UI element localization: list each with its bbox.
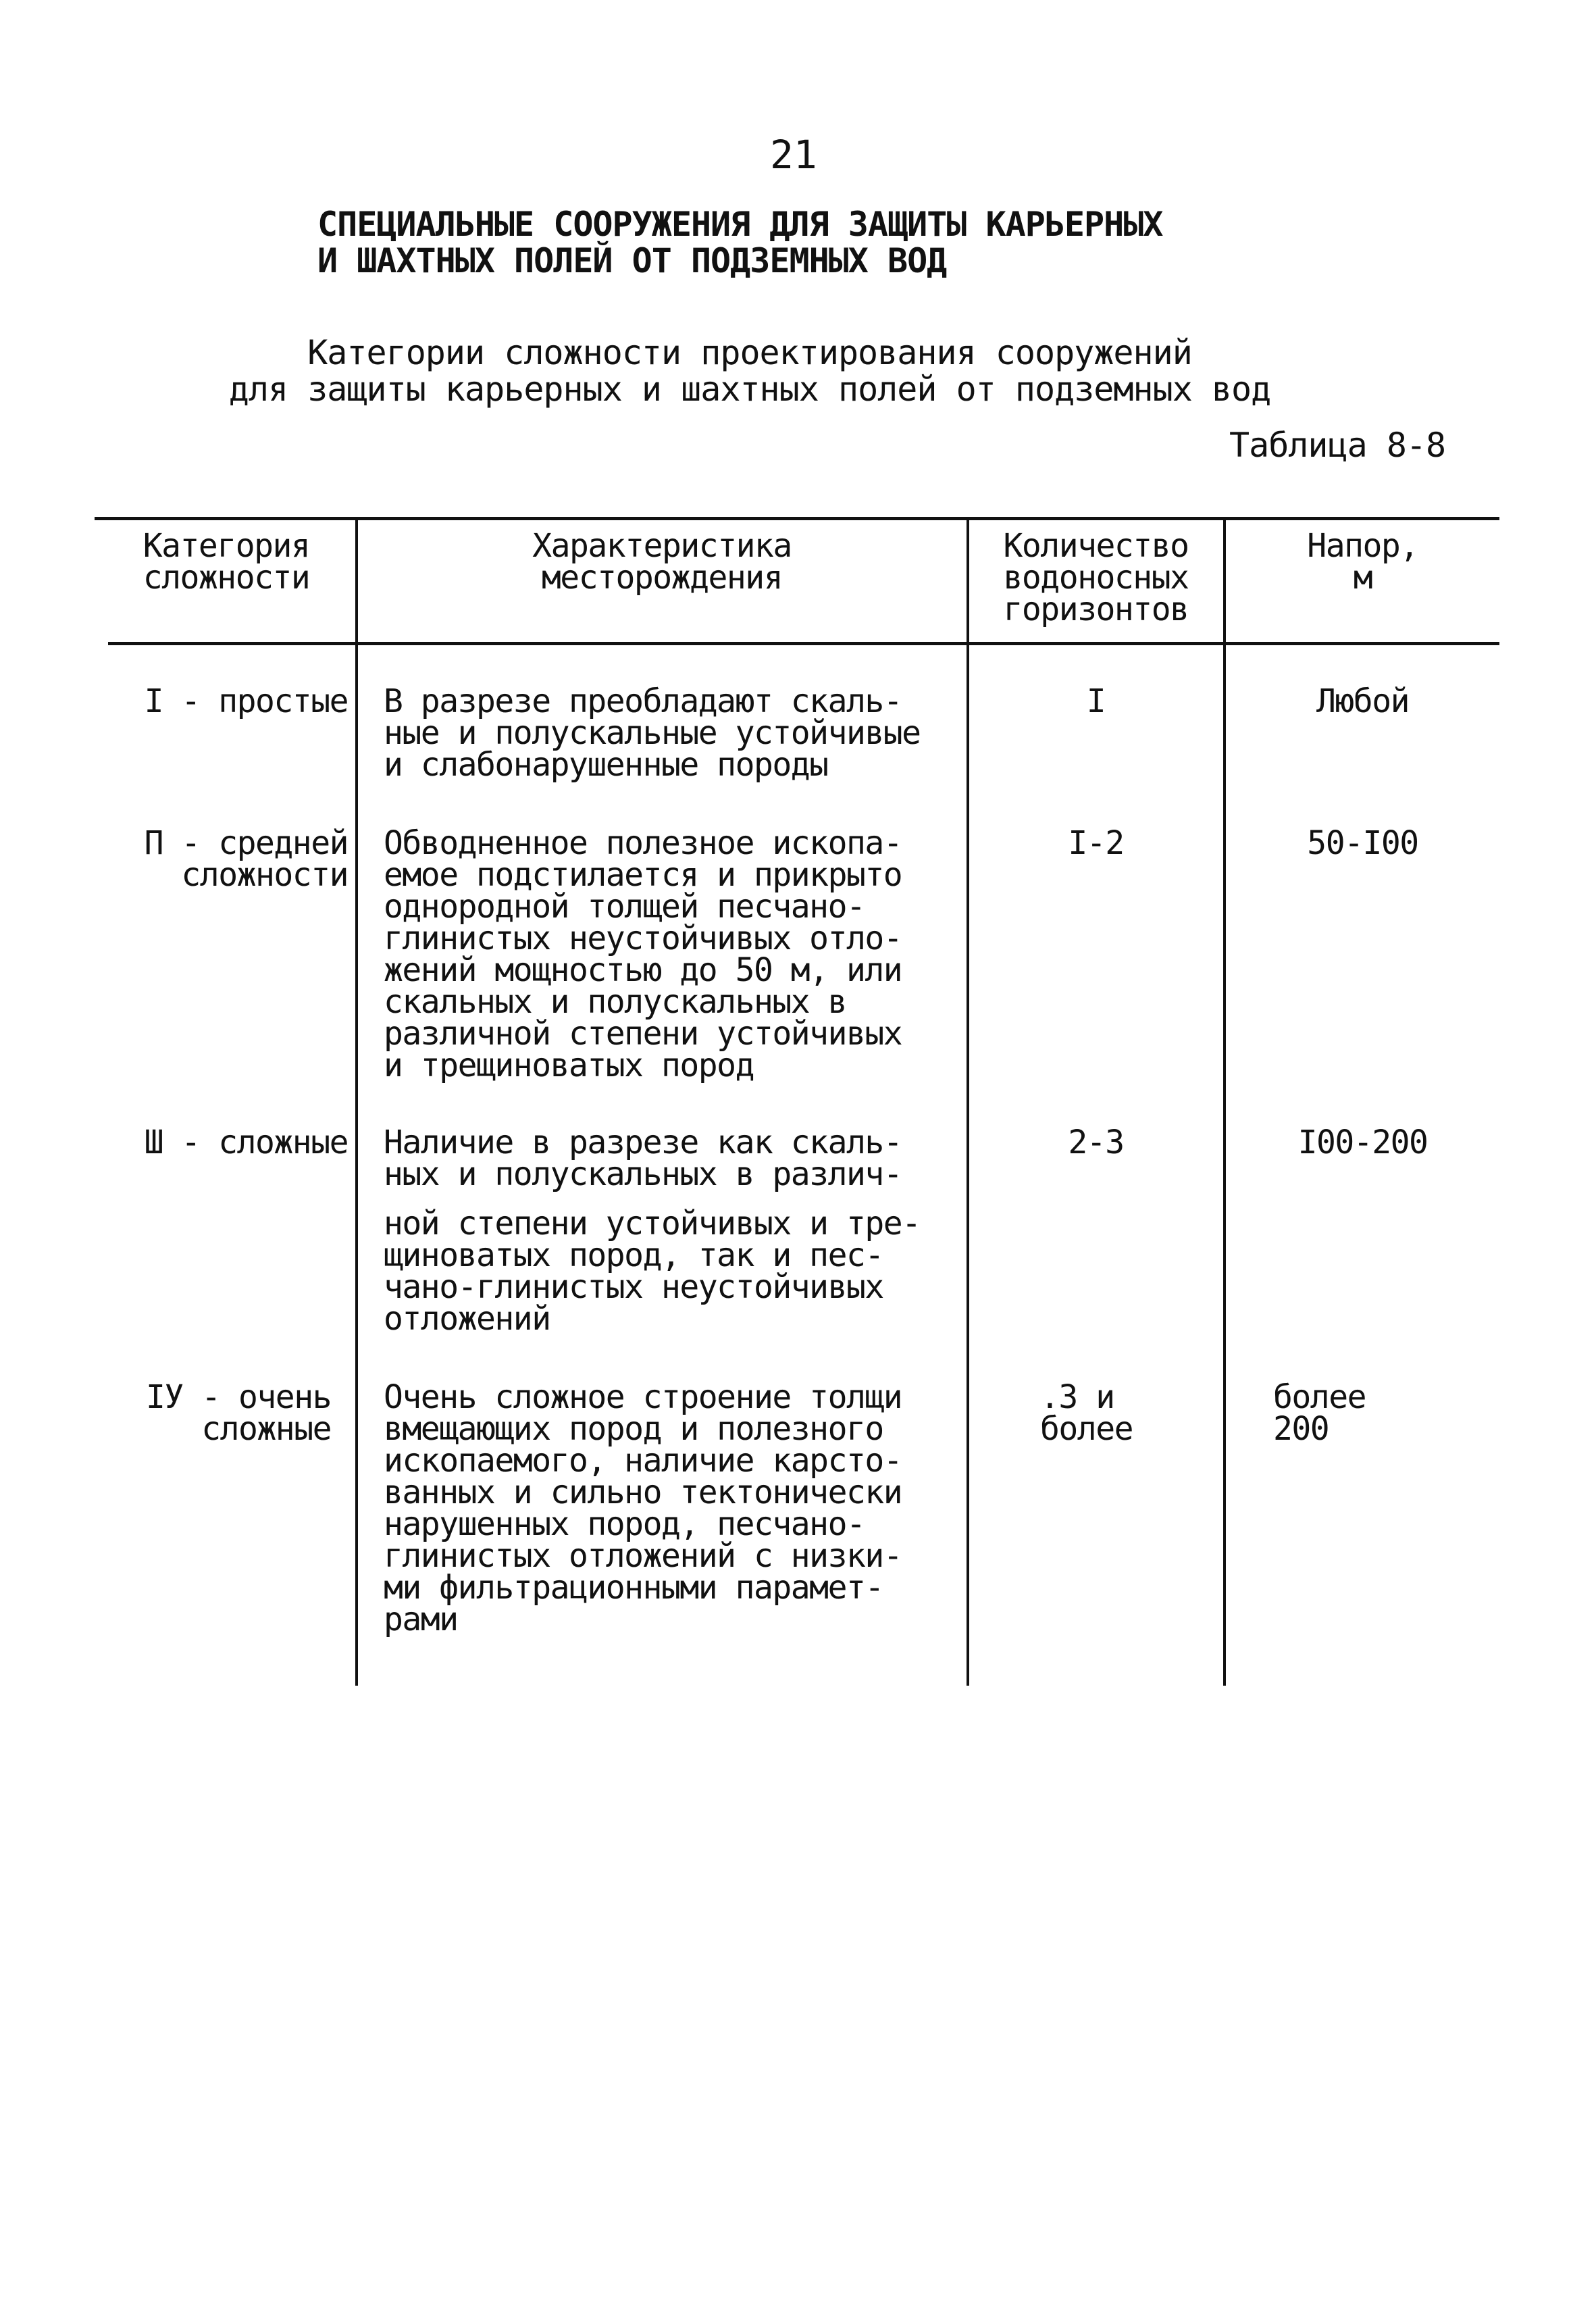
table-caption: Категории сложности проектирования сооружений для защиты карьерных и шахтных полей от подземных вод	[228, 333, 1271, 409]
header-description: Характеристика месторождения	[532, 527, 792, 597]
column-divider-3	[1223, 517, 1226, 1686]
row-2-category: П - средней сложности	[144, 824, 348, 894]
page-number: 21	[770, 132, 817, 178]
table-header-rule	[108, 642, 1499, 645]
column-divider-1	[355, 517, 358, 1686]
row-4-description: Очень сложное строение толщи вмещающих пород и полезного ископаемого, наличие карсто- ванных и сильно тектонически нарушенных пород, песчано- глинистых отложений с низки- ми фильтрационными парамет- рами	[384, 1378, 902, 1638]
row-3-head: I00-200	[1297, 1124, 1428, 1161]
row-3-category: Ш - сложные	[144, 1124, 348, 1161]
row-3-description-part2: ной степени устойчивых и тре- щиноватых пород, так и пес- чано-глинистых неустойчивых отложений	[384, 1205, 921, 1338]
row-1-head: Любой	[1316, 682, 1409, 720]
table-number: Таблица 8-8	[1229, 426, 1446, 465]
row-1-description: В разрезе преобладают скаль- ные и полускальные устойчивые и слабонарушенные породы	[384, 682, 921, 784]
row-1-aquifers: I	[1086, 682, 1106, 720]
column-divider-2	[967, 517, 969, 1686]
header-category: Категория сложности	[143, 527, 310, 597]
header-head: Напор, м	[1307, 527, 1418, 597]
row-2-aquifers: I-2	[1068, 824, 1124, 862]
document-title: СПЕЦИАЛЬНЫЕ СООРУЖЕНИЯ ДЛЯ ЗАЩИТЫ КАРЬЕРНЫХ И ШАХТНЫХ ПОЛЕЙ ОТ ПОДЗЕМНЫХ ВОД	[317, 205, 1163, 280]
row-4-aquifers: .3 и более	[1040, 1378, 1133, 1448]
row-3-description-part1: Наличие в разрезе как скаль- ных и полускальных в различ-	[384, 1124, 902, 1193]
table-top-rule	[95, 517, 1499, 520]
row-4-head: более 200	[1273, 1378, 1366, 1448]
row-1-category: I - простые	[144, 682, 348, 720]
row-3-aquifers: 2-3	[1068, 1124, 1124, 1161]
row-2-head: 50-I00	[1307, 824, 1418, 862]
row-4-category: IУ - очень сложные	[146, 1378, 331, 1448]
header-aquifers: Количество водоносных горизонтов	[1003, 527, 1189, 628]
row-2-description: Обводненное полезное ископа- емое подстилается и прикрыто однородной толщей песчано- глинистых неустойчивых отло- жений мощностью до 50 м, или скальных и полускальных в различной степени устойчивых и трещиноватых пород	[384, 824, 902, 1084]
